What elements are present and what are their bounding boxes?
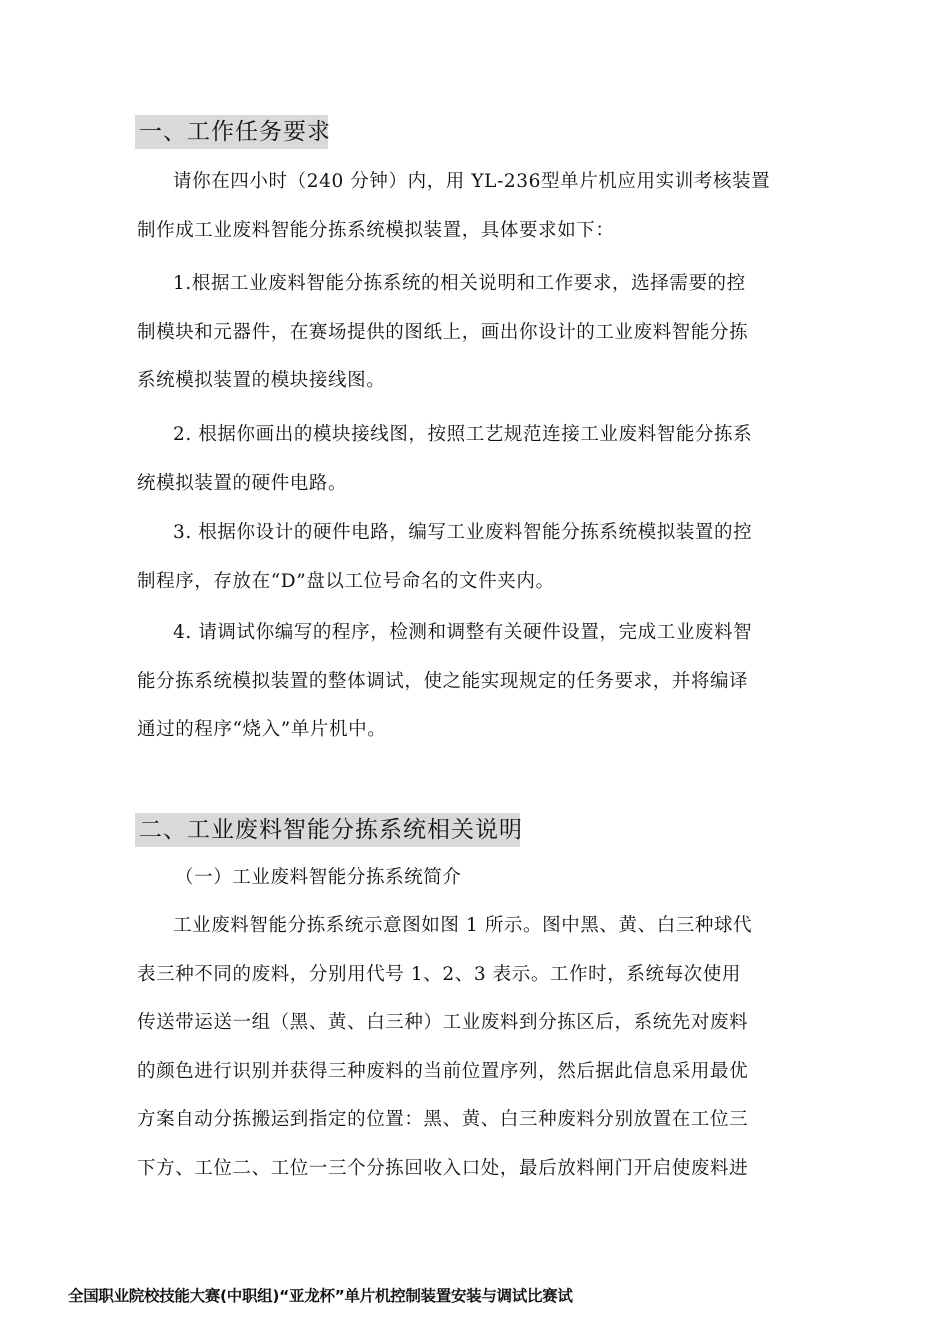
page-footer: 全国职业院校技能大赛(中职组)“亚龙杯”单片机控制装置安装与调试比赛试 xyxy=(68,1287,573,1305)
item-line: 4. 请调试你编写的程序，检测和调整有关硬件设置，完成工业废料智 xyxy=(173,622,753,643)
paragraph-line: 方案自动分拣搬运到指定的位置：黑、黄、白三种废料分别放置在工位三 xyxy=(137,1109,749,1130)
requirement-item-1 xyxy=(137,260,840,406)
section-2-paragraph xyxy=(137,902,840,1193)
item-line: 3. 根据你设计的硬件电路，编写工业废料智能分拣系统模拟装置的控 xyxy=(173,522,753,543)
paragraph-line: 工业废料智能分拣系统示意图如图 1 所示。图中黑、黄、白三种球代 xyxy=(173,915,753,936)
section-1-heading: 一、工作任务要求 xyxy=(135,115,328,149)
section-2-heading: 二、工业废料智能分拣系统相关说明 xyxy=(135,813,520,847)
section-1-intro xyxy=(137,158,840,255)
paragraph-line: 传送带运送一组（黑、黄、白三种）工业废料到分拣区后，系统先对废料 xyxy=(137,1012,749,1033)
item-line: 制模块和元器件，在赛场提供的图纸上，画出你设计的工业废料智能分拣 xyxy=(137,321,749,343)
intro-line: 制作成工业废料智能分拣系统模拟装置，具体要求如下： xyxy=(137,219,615,241)
paragraph-line: 下方、工位二、工位一三个分拣回收入口处，最后放料闸门开启使废料进 xyxy=(137,1157,749,1179)
requirement-item-3 xyxy=(137,509,840,606)
item-line: 制程序，存放在“D”盘以工位号命名的文件夹内。 xyxy=(137,570,555,592)
requirement-item-2 xyxy=(137,411,840,508)
item-line: 1.根据工业废料智能分拣系统的相关说明和工作要求，选择需要的控 xyxy=(173,273,746,294)
section-2-subheading: （一）工业废料智能分拣系统简介 xyxy=(175,867,462,888)
item-line: 2. 根据你画出的模块接线图，按照工艺规范连接工业废料智能分拣系 xyxy=(173,424,753,445)
paragraph-line: 表三种不同的废料，分别用代号 1、2、3 表示。工作时，系统每次使用 xyxy=(137,963,741,985)
item-line: 能分拣系统模拟装置的整体调试，使之能实现规定的任务要求，并将编译 xyxy=(137,670,749,692)
item-line: 系统模拟装置的模块接线图。 xyxy=(137,370,386,391)
item-line: 统模拟装置的硬件电路。 xyxy=(137,472,348,494)
intro-line: 请你在四小时（240 分钟）内，用 YL-236型单片机应用实训考核装置 xyxy=(173,171,771,192)
requirement-item-4 xyxy=(137,609,840,755)
paragraph-line: 的颜色进行识别并获得三种废料的当前位置序列，然后据此信息采用最优 xyxy=(137,1060,749,1082)
item-line: 通过的程序“烧入”单片机中。 xyxy=(137,719,387,740)
